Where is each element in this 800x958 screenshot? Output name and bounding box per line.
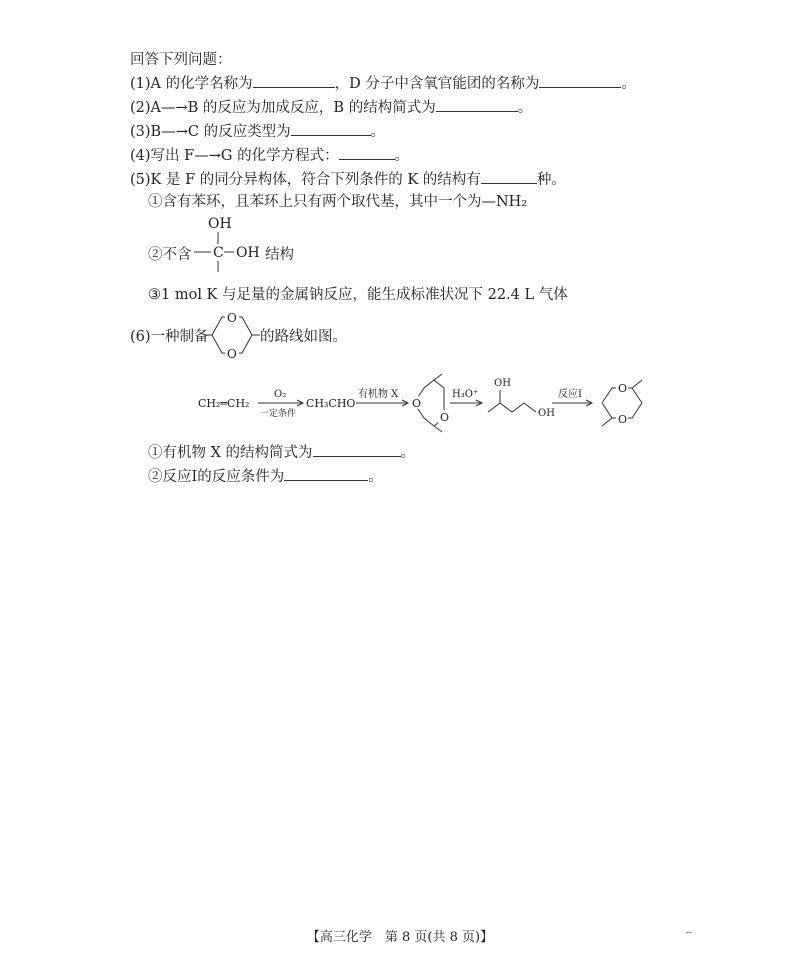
answer-blank-6b[interactable] — [284, 466, 368, 481]
route-arrow-4-label: 反应Ⅰ — [558, 389, 582, 400]
answer-blank-6a[interactable] — [313, 442, 401, 457]
question-3-middle: C 的反应类型为 — [187, 124, 291, 140]
route-diol-skeleton — [488, 378, 555, 419]
condition-2-suffix: 结构 — [265, 247, 294, 263]
question-3 — [130, 121, 385, 141]
route-arrow-1-condition: 一定条件 — [260, 409, 297, 419]
question-6-suffix: 的路线如图。 — [260, 329, 347, 345]
answer-blank-5[interactable] — [481, 169, 537, 184]
question-6-prefix: (6)一种制备 — [130, 329, 209, 345]
question-3-end: 。 — [370, 124, 386, 140]
structure-oh-top: OH — [208, 216, 232, 232]
condition-2-prefix: ②不含 — [148, 247, 192, 263]
reaction-arrow: —→ — [194, 148, 221, 164]
corner-mark: -- — [686, 928, 693, 938]
section-header: 回答下列问题： — [130, 52, 232, 68]
diol-oh-top: OH — [494, 378, 511, 389]
question-5-prefix: (5)K 是 F 的同分异构体，符合下列条件的 K 的结构有 — [130, 172, 481, 188]
question-5-end: 种。 — [536, 172, 566, 188]
question-1-middle: ，D 分子中含氧官能团的名称为 — [334, 76, 540, 92]
question-4 — [130, 145, 409, 165]
dioxane-ring-structure — [200, 305, 264, 367]
question-2-end: 。 — [517, 100, 533, 116]
reaction-arrow: —→ — [161, 100, 188, 116]
question-2-prefix: (2)A — [130, 100, 162, 116]
question-1 — [130, 73, 636, 93]
sub-question-2-text: ②反应Ⅰ的反应条件为 — [148, 469, 285, 485]
ring-oxygen-bottom: O — [227, 347, 237, 361]
question-1-end: 。 — [621, 76, 636, 92]
product-oxygen-top: O — [618, 382, 628, 395]
structure-oh-right: OH — [236, 245, 260, 261]
question-5 — [130, 169, 566, 189]
sub-question-1 — [148, 442, 415, 462]
reaction-arrow: —→ — [161, 124, 188, 140]
answer-blank-1b[interactable] — [539, 73, 621, 88]
structure-carbon: C — [213, 245, 224, 261]
answer-blank-3[interactable] — [291, 121, 371, 136]
condition-3: ③1 mol K 与足量的金属钠反应，能生成标准状况下 22.4 L 气体 — [148, 287, 568, 303]
answer-blank-1a[interactable] — [253, 73, 335, 88]
sub-question-2 — [148, 466, 383, 486]
intermediate-oxygen-left: O — [412, 397, 422, 410]
sub-question-1-end: 。 — [400, 445, 416, 461]
answer-blank-2[interactable] — [436, 97, 518, 112]
synthesis-route-diagram — [190, 370, 660, 438]
intermediate-oxygen-right: O — [440, 411, 450, 424]
route-arrow-3-reagent: H₃O⁺ — [452, 389, 479, 400]
carbon-hydroxyl-structure — [192, 212, 302, 276]
question-4-middle: G 的化学方程式： — [220, 148, 339, 164]
sub-question-2-end: 。 — [368, 469, 383, 485]
sub-question-1-text: ①有机物 X 的结构简式为 — [148, 445, 313, 461]
product-oxygen-bottom: O — [618, 413, 628, 426]
route-intermediate-ring — [410, 374, 450, 432]
route-acetaldehyde: CH₃CHO — [306, 397, 356, 410]
ring-oxygen-top: O — [227, 311, 237, 325]
question-2 — [130, 97, 532, 117]
page-footer: 【高三化学 第 8 页(共 8 页)】 — [306, 930, 494, 945]
question-4-prefix: (4)写出 F — [130, 148, 195, 164]
route-product-ring — [602, 380, 642, 426]
question-3-prefix: (3)B — [130, 124, 162, 140]
question-4-end: 。 — [394, 148, 410, 164]
question-2-middle: B 的反应为加成反应，B 的结构简式为 — [187, 100, 436, 116]
route-arrow-2-reagent: 有机物 X — [358, 389, 399, 400]
condition-1: ①含有苯环，且苯环上只有两个取代基，其中一个为—NH₂ — [148, 194, 528, 210]
diol-oh-right: OH — [538, 408, 555, 419]
question-1-prefix: (1)A 的化学名称为 — [130, 76, 253, 92]
route-ethylene: CH₂═CH₂ — [198, 397, 250, 410]
route-arrow-1-reagent: O₂ — [274, 389, 287, 400]
answer-blank-4[interactable] — [339, 145, 395, 160]
